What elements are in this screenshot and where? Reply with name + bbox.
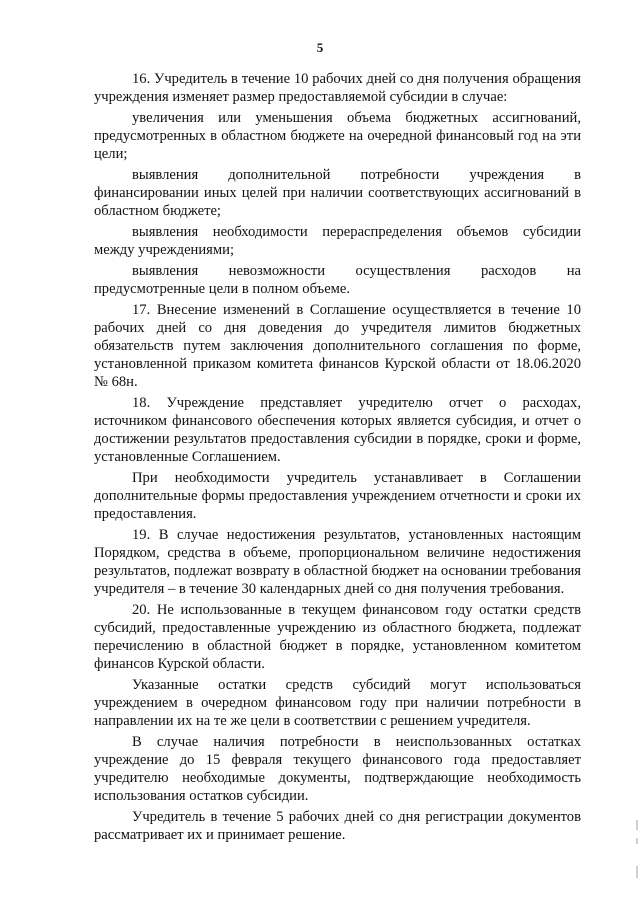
- paragraph-16: 16. Учредитель в течение 10 рабочих дней со дня получения обращения учреждения изменяет размер предоставляемой субсидии в случае:: [94, 71, 581, 105]
- paragraph-16-item-3: выявления необходимости перераспределения объемов субсидии между учреждениями;: [94, 224, 581, 258]
- paragraph-16-item-1: увеличения или уменьшения объема бюджетных ассигнований, предусмотренных в областном бюджете на очередной финансовый год на эти цели;: [94, 110, 581, 162]
- paragraph-20: 20. Не использованные в текущем финансовом году остатки средств субсидий, предоставленные учреждению из областного бюджета, подлежат перечислению в областной бюджет в порядке, установленном комитетом финансов Курской области.: [94, 602, 581, 672]
- page-number: 5: [316, 40, 324, 55]
- paragraph-16-item-4: выявления невозможности осуществления расходов на предусмотренные цели в полном объеме.: [94, 263, 581, 297]
- paragraph-19: 19. В случае недостижения результатов, установленных настоящим Порядком, средства в объеме, пропорциональном величине недостижения результатов, подлежат возврату в областной бюджет на основании требования учредителя – в течение 30 календарных дней со дня получения требования.: [94, 527, 581, 597]
- paragraph-18: 18. Учреждение представляет учредителю отчет о расходах, источником финансового обеспечения которых является субсидия, и отчет о достижении результатов предоставления субсидии в порядке, сроки и форме, установленные Соглашением.: [94, 395, 581, 465]
- paragraph-20-deadline: В случае наличия потребности в неиспользованных остатках учреждение до 15 февраля текущего финансового года предоставляет учредителю необходимые документы, подтверждающие необходимость использования остатков субсидии.: [94, 734, 581, 804]
- scan-edge-mark: [636, 838, 638, 844]
- scan-edge-mark: [636, 820, 638, 830]
- paragraph-16-item-2: выявления дополнительной потребности учреждения в финансировании иных целей при наличии соответствующих ассигнований в областном бюджете;: [94, 167, 581, 219]
- scan-edge-mark: [636, 866, 638, 878]
- paragraph-20-remainders: Указанные остатки средств субсидий могут использоваться учреждением в очередном финансовом году при наличии потребности в направлении их на те же цели в соответствии с решением учредителя.: [94, 677, 581, 729]
- paragraph-18-note: При необходимости учредитель устанавливает в Соглашении дополнительные формы предоставления учреждением отчетности и сроки их предоставления.: [94, 470, 581, 522]
- paragraph-20-decision: Учредитель в течение 5 рабочих дней со дня регистрации документов рассматривает их и принимает решение.: [94, 809, 581, 843]
- document-body: [94, 70, 581, 844]
- paragraph-17: 17. Внесение изменений в Соглашение осуществляется в течение 10 рабочих дней со дня доведения до учредителя лимитов бюджетных обязательств путем заключения дополнительного соглашения по форме, установленной приказом комитета финансов Курской области от 18.06.2020 № 68н.: [94, 302, 581, 390]
